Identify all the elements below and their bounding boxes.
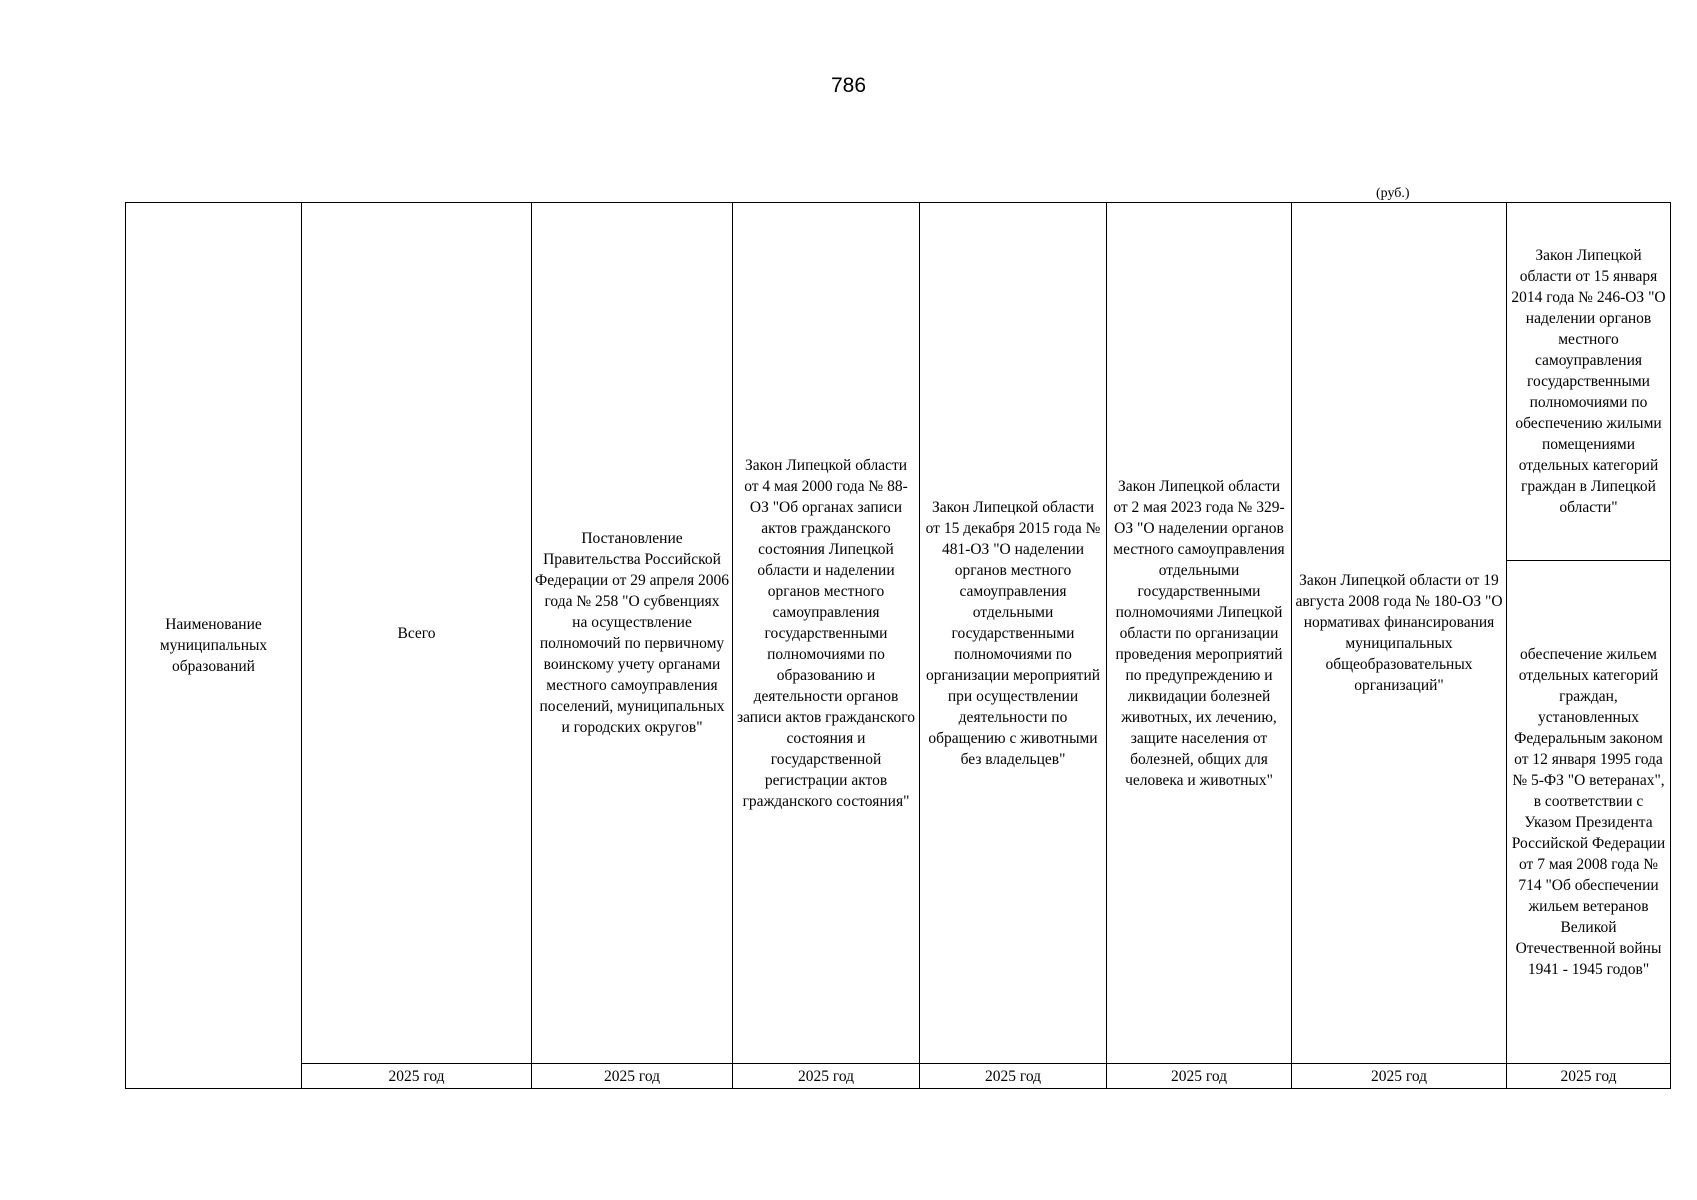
header-row [126, 203, 1671, 561]
year-label: 2025 год [1507, 1064, 1671, 1089]
header-column-school-financing: Закон Липецкой области от 19 августа 2008 года № 180-ОЗ "О нормативах финансирования муниципальных общеобразовательных организаций" [1292, 203, 1507, 1064]
header-column-military-registration: Постановление Правительства Российской Федерации от 29 апреля 2006 года № 258 "О субвенциях на осуществление полномочий по первичному воинскому учету органами местного самоуправления поселений, муниципальных и городских округов" [532, 203, 733, 1064]
header-column-housing: Закон Липецкой области от 15 января 2014 года № 246-ОЗ "О наделении органов местного самоуправления государственными полномочиями по обеспечению жилыми помещениями отдельных категорий граждан в Липецкой области" [1507, 203, 1671, 561]
year-label: 2025 год [920, 1064, 1107, 1089]
year-label: 2025 год [733, 1064, 920, 1089]
year-row [126, 1064, 1671, 1089]
header-column-stray-animals: Закон Липецкой области от 15 декабря 2015 года № 481-ОЗ "О наделении органов местного самоуправления отдельными государственными полномочиями по организации мероприятий при осуществлении деятельности по обращению с животными без владельцев" [920, 203, 1107, 1064]
unit-note: (руб.) [1376, 186, 1410, 201]
year-label: 2025 год [1107, 1064, 1292, 1089]
subheader-veterans-housing: обеспечение жильем отдельных категорий граждан, установленных Федеральным законом от 12 января 1995 года № 5-ФЗ "О ветеранах", в соответствии с Указом Президента Российской Федерации от 7 мая 2008 года № 714 "Об обеспечении жильем ветеранов Великой Отечественной войны 1941 - 1945 годов" [1507, 561, 1671, 1064]
page-number: 786 [830, 74, 867, 97]
header-column-civil-registry: Закон Липецкой области от 4 мая 2000 года № 88-ОЗ "Об органах записи актов гражданского состояния Липецкой области и наделении органов местного самоуправления государственными полномочиями по образованию и деятельности органов записи актов гражданского состояния и государственной регистрации актов гражданского состояния" [733, 203, 920, 1064]
header-column-animal-diseases: Закон Липецкой области от 2 мая 2023 года № 329-ОЗ "О наделении органов местного самоуправления отдельными государственными полномочиями Липецкой области по организации проведения мероприятий по предупреждению и ликвидации болезней животных, их лечению, защите населения от болезней, общих для человека и животных" [1107, 203, 1292, 1064]
year-label: 2025 год [532, 1064, 733, 1089]
header-municipality-name: Наименование муниципальных образований [126, 203, 302, 1089]
year-label: 2025 год [1292, 1064, 1507, 1089]
header-total: Всего [302, 203, 532, 1064]
year-label: 2025 год [302, 1064, 532, 1089]
budget-table [125, 202, 1671, 1089]
